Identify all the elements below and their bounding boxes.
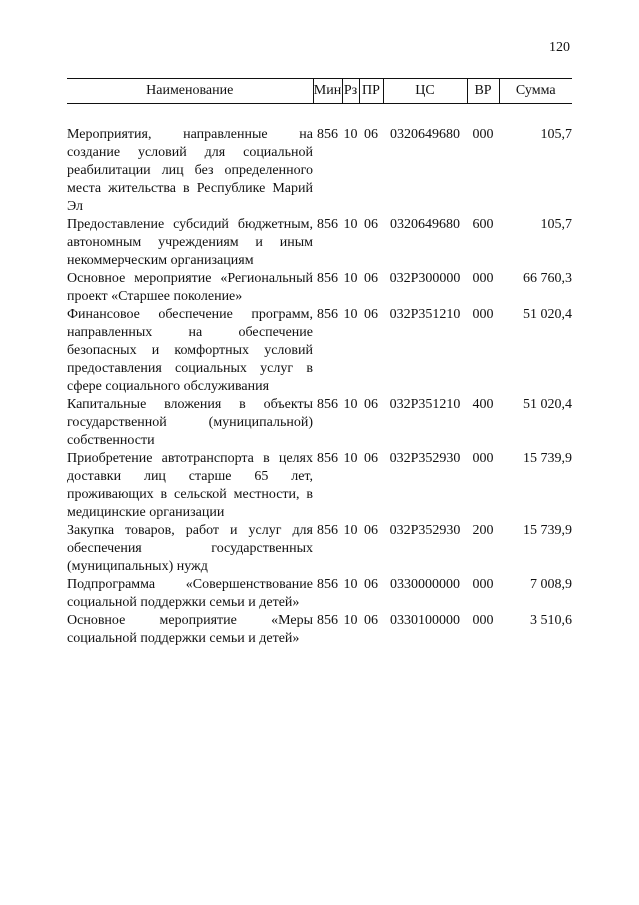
table-row <box>67 126 572 216</box>
row-rz: 10 <box>343 577 358 592</box>
row-pr: 06 <box>364 613 378 628</box>
row-vr: 600 <box>472 217 494 232</box>
row-min: 856 <box>317 307 338 322</box>
row-name: Капитальные вложения в объекты государственной (муниципальной) собственности <box>67 397 313 448</box>
table-row <box>67 522 572 576</box>
row-name: Приобретение автотранспорта в целях доставки лиц старше 65 лет, проживающих в сельской местности, в медицинские организации <box>67 451 313 520</box>
row-rz: 10 <box>343 307 358 322</box>
row-name: Подпрограмма «Совершенствование социальной поддержки семьи и детей» <box>67 577 313 610</box>
row-pr: 06 <box>364 271 378 286</box>
row-name: Закупка товаров, работ и услуг для обеспечения государственных (муниципальных) нужд <box>67 523 313 574</box>
row-rz: 10 <box>343 397 358 412</box>
row-vr: 400 <box>472 397 494 412</box>
header-cs: ЦС <box>383 79 467 104</box>
table-row <box>67 306 572 396</box>
row-sum: 3 510,6 <box>530 613 572 628</box>
row-cs: 032P352930 <box>389 523 461 538</box>
row-min: 856 <box>317 127 338 142</box>
row-cs: 0330100000 <box>390 613 460 628</box>
row-sum: 7 008,9 <box>530 577 572 592</box>
row-name: Финансовое обеспечение программ, направленных на обеспечение безопасных и комфортных условий предоставления социальных услуг в сфере социального обслуживания <box>67 307 313 394</box>
row-sum: 51 020,4 <box>523 307 572 322</box>
table-row <box>67 576 572 612</box>
row-cs: 032P351210 <box>389 397 461 412</box>
row-cs: 0320649680 <box>390 127 460 142</box>
row-vr: 200 <box>472 523 494 538</box>
row-rz: 10 <box>343 127 358 142</box>
row-rz: 10 <box>343 271 358 286</box>
header-sum: Сумма <box>499 79 572 104</box>
row-vr: 000 <box>472 271 494 286</box>
row-cs: 032P351210 <box>389 307 461 322</box>
row-name: Основное мероприятие «Меры социальной поддержки семьи и детей» <box>67 613 313 646</box>
row-cs: 032P352930 <box>389 451 461 466</box>
header-vr: ВР <box>467 79 499 104</box>
row-rz: 10 <box>343 613 358 628</box>
row-rz: 10 <box>343 451 358 466</box>
row-min: 856 <box>317 397 338 412</box>
table-row <box>67 612 572 648</box>
row-min: 856 <box>317 523 338 538</box>
row-min: 856 <box>317 577 338 592</box>
row-pr: 06 <box>364 397 378 412</box>
row-name: Основное мероприятие «Региональный проект «Старшее поколение» <box>67 271 313 304</box>
row-cs: 0330000000 <box>390 577 460 592</box>
row-sum: 15 739,9 <box>523 451 572 466</box>
header-rz: Рз <box>342 79 359 104</box>
row-vr: 000 <box>472 577 494 592</box>
page-number: 120 <box>549 40 570 55</box>
row-pr: 06 <box>364 451 378 466</box>
header-pr: ПР <box>359 79 383 104</box>
table-row <box>67 450 572 522</box>
header-name: Наименование <box>67 79 313 104</box>
row-sum: 66 760,3 <box>523 271 572 286</box>
table-row <box>67 270 572 306</box>
table-row <box>67 396 572 450</box>
row-min: 856 <box>317 217 338 232</box>
header-min: Мин <box>313 79 342 104</box>
row-rz: 10 <box>343 523 358 538</box>
row-min: 856 <box>317 613 338 628</box>
row-vr: 000 <box>472 127 494 142</box>
row-pr: 06 <box>364 217 378 232</box>
row-pr: 06 <box>364 523 378 538</box>
row-sum: 105,7 <box>540 127 572 142</box>
row-pr: 06 <box>364 127 378 142</box>
row-sum: 51 020,4 <box>523 397 572 412</box>
row-vr: 000 <box>472 307 494 322</box>
row-cs: 032P300000 <box>389 271 461 286</box>
table-header <box>67 79 572 104</box>
row-sum: 105,7 <box>540 217 572 232</box>
row-pr: 06 <box>364 307 378 322</box>
row-vr: 000 <box>472 613 494 628</box>
row-min: 856 <box>317 451 338 466</box>
row-pr: 06 <box>364 577 378 592</box>
header-spacer <box>67 104 572 127</box>
table-row <box>67 216 572 270</box>
row-sum: 15 739,9 <box>523 523 572 538</box>
budget-table <box>67 78 572 648</box>
row-vr: 000 <box>472 451 494 466</box>
row-rz: 10 <box>343 217 358 232</box>
row-cs: 0320649680 <box>390 217 460 232</box>
row-name: Предоставление субсидий бюджетным, автономным учреждениям и иным некоммерческим организациям <box>67 217 313 268</box>
row-min: 856 <box>317 271 338 286</box>
row-name: Мероприятия, направленные на создание условий для социальной реабилитации лиц без определенного места жительства в Республике Марий Эл <box>67 127 313 214</box>
